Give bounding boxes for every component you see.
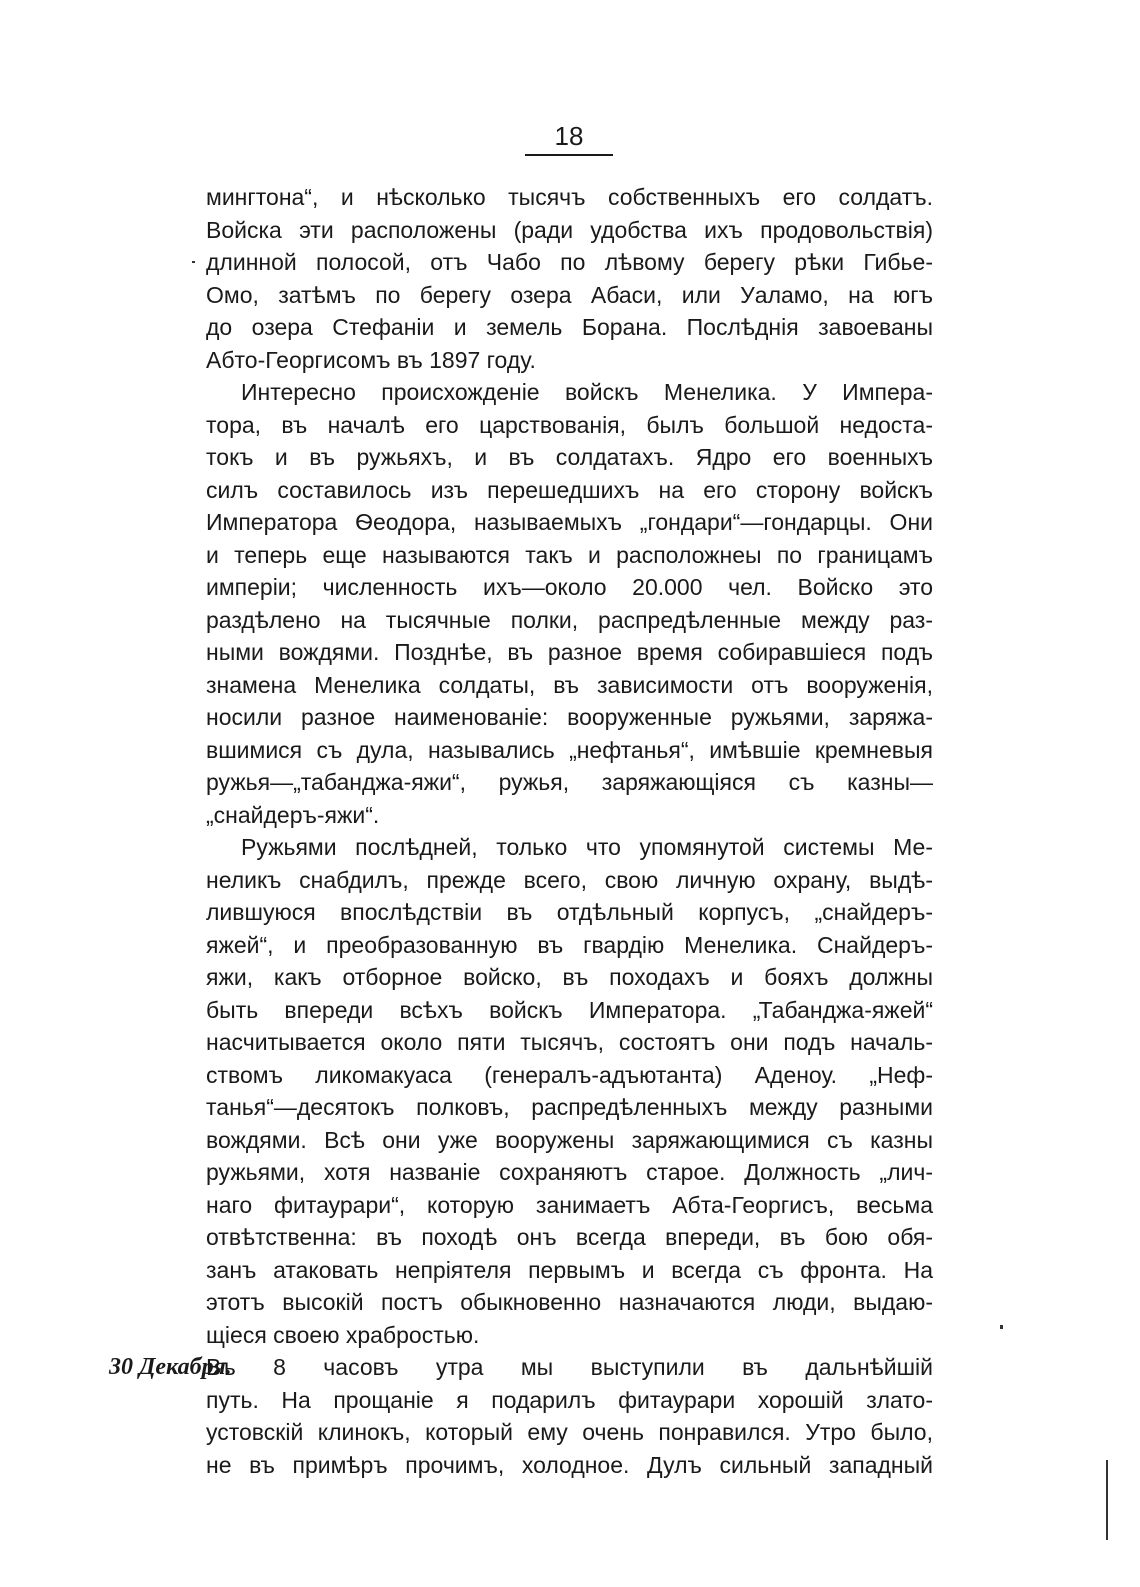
text-line: длинной полосой, отъ Чабо по лѣвому берегу рѣки Гибье- xyxy=(206,249,933,275)
text-line: Войска эти расположены (ради удобства ихъ продовольствія) xyxy=(206,216,933,243)
text-line: щіеся своею храбростью. xyxy=(206,1321,480,1348)
text-line: ствомъ ликомакуаса (генералъ-адъютанта) Аденоу. „Неф- xyxy=(206,1061,933,1088)
text-line: быть впереди всѣхъ войскъ Императора. „Табанджа-яжей“ xyxy=(206,996,933,1023)
text-line: танья“—десятокъ полковъ, распредѣленныхъ между разными xyxy=(206,1094,933,1120)
text-line: яжи, какъ отборное войско, въ походахъ и бояхъ должны xyxy=(206,964,933,990)
text-line: этотъ высокій постъ обыкновенно назначаются люди, выдаю- xyxy=(206,1289,933,1315)
text-line: силъ составилось изъ перешедшихъ на его сторону войскъ xyxy=(206,476,933,503)
text-line: лившуюся впослѣдствіи въ отдѣльный корпусъ, „снайдеръ- xyxy=(206,899,933,925)
page-number-rule xyxy=(525,154,613,156)
text-line: носили разное наименованіе: вооруженные ружьями, заряжа- xyxy=(206,704,933,730)
text-line: вшимися съ дула, назывались „нефтанья“, имѣвшіе кремневыя xyxy=(206,736,933,763)
text-line: Омо, затѣмъ по берегу озера Абаси, или Уаламо, на югъ xyxy=(206,281,933,308)
text-line: яжей“, и преобразованную въ гвардію Менелика. Снайдеръ- xyxy=(206,931,933,958)
text-line: ружья—„табанджа-яжи“, ружья, заряжающіяся съ казны— xyxy=(206,769,933,795)
dated-entry xyxy=(109,1351,933,1481)
text-line: и теперь еще называются такъ и расположнеы по границамъ xyxy=(206,541,933,568)
text-line: вождями. Всѣ они уже вооружены заряжающимися съ казны xyxy=(206,1126,933,1153)
text-line: знамена Менелика солдаты, въ зависимости отъ вооруженія, xyxy=(206,671,933,698)
scan-speck xyxy=(1106,1460,1108,1540)
text-line: „снайдеръ-яжи“. xyxy=(206,801,380,828)
text-line: раздѣлено на тысячные полки, распредѣленные между раз- xyxy=(206,606,933,633)
text-line: насчитывается около пяти тысячъ, состоятъ они подъ началь- xyxy=(206,1029,933,1055)
page-number: 18 xyxy=(554,121,584,151)
date-label: 30 Декабря. xyxy=(109,1354,232,1380)
text-line: Ружьями послѣдней, только что упомянутой системы Ме- xyxy=(241,834,933,860)
paragraph-2 xyxy=(206,376,933,831)
text-line: устовскій клинокъ, который ему очень понравился. Утро было, xyxy=(206,1419,933,1445)
paragraph-1 xyxy=(206,181,933,376)
text-line: имперіи; численность ихъ—около 20.000 чел. Войско это xyxy=(206,574,933,600)
text-line: Въ 8 часовъ утра мы выступили въ дальнѣйшій xyxy=(206,1354,933,1380)
text-line: занъ атаковать непріятеля первымъ и всегда съ фронта. На xyxy=(206,1256,933,1283)
text-line: тора, въ началѣ его царствованія, былъ большой недоста- xyxy=(206,411,933,438)
scan-speck xyxy=(1000,1325,1003,1329)
text-line: неликъ снабдилъ, прежде всего, свою личную охрану, выдѣ- xyxy=(206,866,933,893)
text-line: Императора Ѳеодора, называемыхъ „гондари“—гондарцы. Они xyxy=(206,509,933,535)
paragraph-3 xyxy=(206,831,933,1351)
text-line: отвѣтственна: въ походѣ онъ всегда впереди, въ бою обя- xyxy=(206,1224,933,1250)
text-line: токъ и въ ружьяхъ, и въ солдатахъ. Ядро его военныхъ xyxy=(206,444,933,470)
text-line: ружьями, хотя названіе сохраняютъ старое. Должность „лич- xyxy=(206,1159,933,1185)
text-line: ными вождями. Позднѣе, въ разное время собиравшіеся подъ xyxy=(206,639,933,665)
text-line: путь. На прощаніе я подарилъ фитаурари хорошій злато- xyxy=(206,1386,933,1413)
dated-entry-first-line xyxy=(109,1351,933,1384)
text-line: наго фитаурари“, которую занимаетъ Абта-Георгисъ, весьма xyxy=(206,1191,933,1218)
text-line: Абто-Георгисомъ въ 1897 году. xyxy=(206,346,536,373)
text-column xyxy=(109,181,933,1481)
scan-speck xyxy=(192,261,195,263)
text-line: мингтона“, и нѣсколько тысячъ собственныхъ его солдатъ. xyxy=(206,184,933,210)
text-line: Интересно происхожденіе войскъ Менелика. У Импера- xyxy=(241,379,933,405)
text-line: до озера Стефаніи и земель Борана. Послѣднія завоеваны xyxy=(206,314,933,340)
text-line: не въ примѣръ прочимъ, холодное. Дулъ сильный западный xyxy=(206,1451,933,1478)
